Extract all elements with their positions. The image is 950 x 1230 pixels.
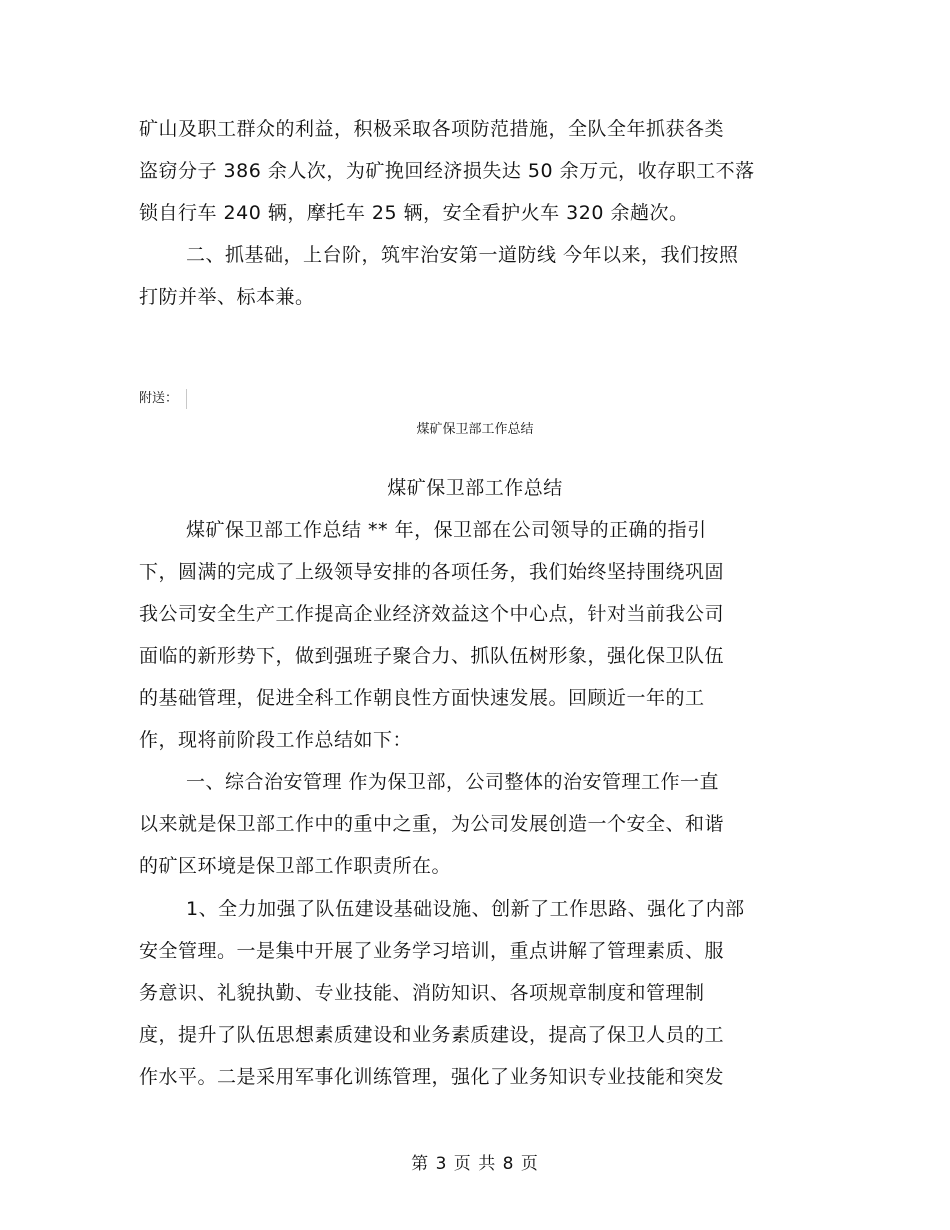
body-line: 煤矿保卫部工作总结 ** 年，保卫部在公司领导的正确的指引 [186, 519, 707, 541]
body-line: 以来就是保卫部工作中的重中之重，为公司发展创造一个安全、和谐 [139, 813, 725, 835]
body-line: 作，现将前阶段工作总结如下： [139, 729, 413, 751]
body-line: 度，提升了队伍思想素质建设和业务素质建设，提高了保卫人员的工 [139, 1024, 725, 1046]
body-line: 下，圆满的完成了上级领导安排的各项任务，我们始终坚持围绕巩固 [139, 561, 725, 583]
body-line: 作水平。二是采用军事化训练管理，强化了业务知识专业技能和突发 [139, 1066, 725, 1088]
attachment-header: 煤矿保卫部工作总结 [416, 422, 534, 437]
body-line: 盗窃分子 386 余人次，为矿挽回经济损失达 50 余万元，收存职工不落 [139, 160, 755, 182]
body-line: 务意识、礼貌执勤、专业技能、消防知识、各项规章制度和管理制 [139, 982, 705, 1004]
body-line: 安全管理。一是集中开展了业务学习培训，重点讲解了管理素质、服 [139, 940, 725, 962]
body-line: 的基础管理，促进全科工作朝良性方面快速发展。回顾近一年的工 [139, 687, 705, 709]
body-line: 锁自行车 240 辆，摩托车 25 辆，安全看护火车 320 余趟次。 [139, 202, 689, 224]
body-line: 矿山及职工群众的利益，积极采取各项防范措施，全队全年抓获各类 [139, 118, 725, 140]
body-line: 打防并举、标本兼。 [139, 286, 315, 308]
page-number-footer: 第 3 页 共 8 页 [411, 1154, 539, 1174]
body-line: 的矿区环境是保卫部工作职责所在。 [139, 855, 452, 877]
text-cursor-marker [186, 389, 187, 409]
section-heading-line: 一、综合治安管理 作为保卫部，公司整体的治安管理工作一直 [186, 771, 720, 793]
subsection-heading-line: 1、全力加强了队伍建设基础设施、创新了工作思路、强化了内部 [186, 898, 745, 920]
body-line: 我公司安全生产工作提高企业经济效益这个中心点，针对当前我公司 [139, 603, 725, 625]
body-line: 面临的新形势下，做到强班子聚合力、抓队伍树形象，强化保卫队伍 [139, 645, 725, 667]
section-heading-line: 二、抓基础，上台阶，筑牢治安第一道防线 今年以来，我们按照 [186, 244, 739, 266]
attachment-label: 附送： [139, 391, 179, 406]
document-title: 煤矿保卫部工作总结 [387, 477, 563, 499]
